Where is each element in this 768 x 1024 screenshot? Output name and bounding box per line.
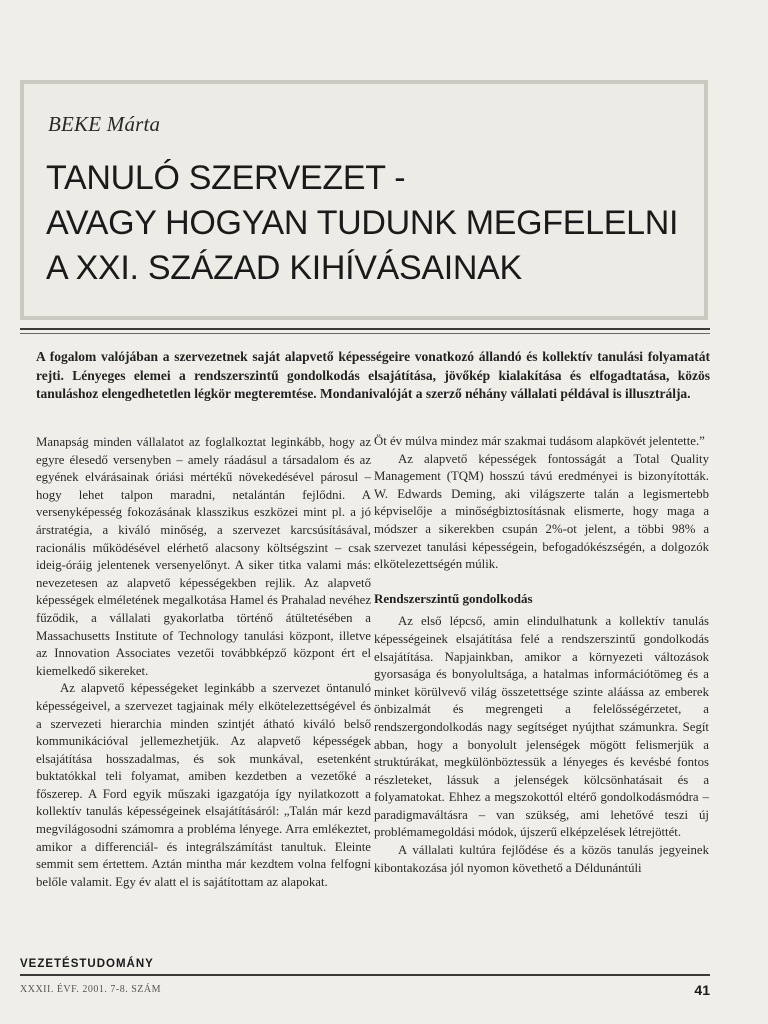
section-heading: Rendszerszintű gondolkodás <box>374 590 533 606</box>
article-title <box>46 156 706 291</box>
author-family-name: BEKE <box>48 112 102 136</box>
title-line: A XXI. SZÁZAD KIHÍVÁSAINAK <box>46 249 522 287</box>
abstract-top-rule <box>20 328 710 330</box>
body-paragraph: Manapság minden vállalatot az foglalkoztat leginkább, hogy az egyre élesedő versenyben – amely ráadásul a társadalom és az egyének elvárásainak óriási mértékű növekedésével párosul – hogy lehet talpon maradni, netalántán fejlődni. A versenyképesség fokozásának klasszikus eszközei mint pl. a jó árstratégia, a kiváló minőség, a szervezet karcsúsításával, racionális működésével elérhető alacsony költségszint – csak ideig-óráig jelentenek versenyelőnyt. A siker titka valami más: nevezetesen az alapvető képességekben rejlik. Az alapvető képességek elméletének megalkotása Hamel és Prahalad nevéhez fűződik, a vállalati gyakorlatba történő átültetésében a Massachusetts Institute of Technology tanulási központ, illetve az Innovation Associates vezetői továbbképző központ ért el kiemelkedő sikereket. <box>36 435 371 678</box>
issue-info: XXXII. ÉVF. 2001. 7-8. SZÁM <box>20 984 162 995</box>
title-line: AVAGY HOGYAN TUDUNK MEGFELELNI <box>46 204 679 242</box>
body-paragraph: A vállalati kultúra fejlődése és a közös tanulás jegyeinek kibontakozása jól nyomon követhető a Déldunántúli <box>374 843 709 875</box>
page-number: 41 <box>694 982 710 998</box>
footer-rule <box>20 974 710 976</box>
author-given-name: Márta <box>106 112 161 136</box>
right-text-column <box>374 433 709 877</box>
left-text-column <box>36 434 371 891</box>
abstract-top-rule-thin <box>20 333 710 334</box>
article-abstract: A fogalom valójában a szervezetnek saját alapvető képességeire vonatkozó állandó és kollektív tanulási folyamatát rejti. Lényeges elemei a rendszerszintű gondolkodás elsajátítása, jövőkép kialakítása és elfogadtatása, közös tanuláshoz elengedhetetlen légkör megteremtése. Mondanivalóját a szerző néhány vállalati példával is illusztrálja. <box>36 349 710 401</box>
body-paragraph-continuation: Öt év múlva mindez már szakmai tudásom alapkövét jelentette.” <box>374 434 705 448</box>
journal-name: VEZETÉSTUDOMÁNY <box>20 958 154 970</box>
body-paragraph: Az alapvető képességeket leginkább a szervezet öntanuló képességeivel, a szervezet tagjainak mély elkötelezettségével és a szervezeti hierarchia minden szintjét átható kiváló belső kommunikációval jellemezhetjük. Az alapvető képességek elsajátítása hosszadalmas, és sok munkával, esetenként buktatókkal teli folyamat, amiben kezdetben a vezetőké a főszerep. A Ford egyik műszaki igazgatója így nyilatkozott a kollektív tanulás képességeinek elsajátításáról: „Talán már kezd megvilágosodni számomra a probléma lényege. Arra emlékeztet, amikor a differenciál- és integrálszámítást tanultuk. Eleinte semmit sem értettem. Aztán mintha már kezdtem volna felfogni belőle valamit. Egy év alatt el is sajátítottam az alapokat. <box>36 681 371 889</box>
body-paragraph: Az első lépcső, amin elindulhatunk a kollektív tanulás képességeinek elsajátítása felé a rendszerszintű gondolkodás elsajátítása. Napjainkban, amikor a környezeti változások gyorsasága és bonyolultsága, a hatalmas információtömeg és a minket körülvevő világ összetettsége szinte aláássa az emberek önbizalmát és megrengeti a felelősségérzetet, a rendszergondolkodás nagy segítséget nyújthat számunkra. Segít abban, hogy a bonyolult jelenségek mögött felismerjük a struktúrákat, megkülönböztessük a lényeges és kevésbé fontos részleteket, lássuk a jelenségek kölcsönhatásait és a folyamatokat. Ehhez a megszokottól eltérő gondolkodásmódra – paradigmaváltásra – van szükség, ami lehetővé teszi új problémamegoldási módok, újszerű elképzelések létrejöttét. <box>374 614 709 840</box>
title-line: TANULÓ SZERVEZET - <box>46 159 406 197</box>
article-author <box>48 112 160 137</box>
body-paragraph: Az alapvető képességek fontosságát a Total Quality Management (TQM) hosszú távú eredményei is bizonyították. W. Edwards Deming, aki világszerte talán a legismertebb képviselője a minőségbiztosításnak elismerte, hogy maga a módszer a sikerekben csupán 2%-ot jelent, a többi 98% a szervezet tanulási képességein, befogadókészségén, a dolgozók elkötelezettségén múlik. <box>374 451 709 572</box>
